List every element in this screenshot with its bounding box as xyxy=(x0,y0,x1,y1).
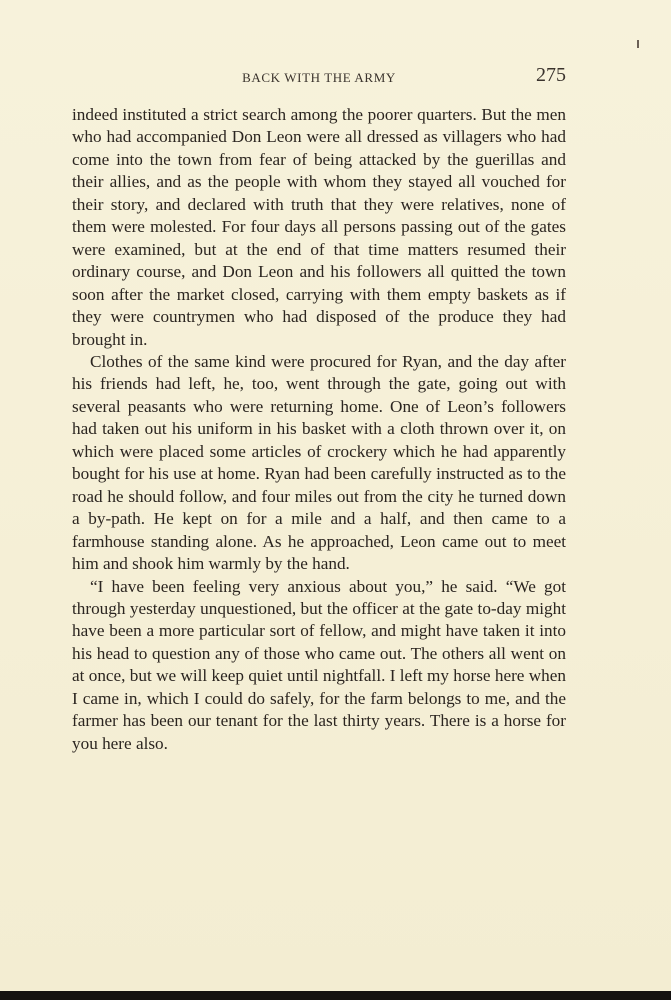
paragraph: Clothes of the same kind were procured for Ryan, and the day after his friends had left, he, too, went through the gate, going out with several peasants who were returning home. One of Leon’s followers had taken out his uniform in his basket with a cloth thrown over it, on which were placed some articles of crockery which he had apparently bought for his use at home. Ryan had been carefully instructed as to the road he should follow, and four miles out from the city he turned down a by-path. He kept on for a mile and a half, and then came to a farmhouse standing alone. As he approached, Leon came out to meet him and shook him warmly by the hand. xyxy=(72,351,566,574)
paragraph: indeed instituted a strict search among the poorer quarters. But the men who had accompanied Don Leon were all dressed as villagers who had come into the town from fear of being attacked by the guerillas and their allies, and as the people with whom they stayed all vouched for their story, and declared with truth that they were relatives, none of them were molested. For four days all persons passing out of the gates were examined, but at the end of that time matters resumed their ordinary course, and Don Leon and his followers all quitted the town soon after the market closed, carrying with them empty baskets as if they were countrymen who had disposed of the produce they had brought in. xyxy=(72,105,566,349)
page-number: 275 xyxy=(536,64,566,86)
body-text xyxy=(72,104,566,755)
paragraph: “I have been feeling very anxious about you,” he said. “We got through yesterday unquestioned, but the officer at the gate to-day might have been a more particular sort of fellow, and might have taken it into his head to question any of those who came out. The others all went on at once, but we will keep quiet until nightfall. I left my horse here when I came in, which I could do safely, for the farm belongs to me, and the farmer has been our tenant for the last thirty years. There is a horse for you here also. xyxy=(72,576,566,753)
running-head xyxy=(72,64,566,88)
margin-mark xyxy=(637,40,639,48)
scan-edge xyxy=(0,991,671,1000)
running-title: BACK WITH THE ARMY xyxy=(242,70,396,85)
